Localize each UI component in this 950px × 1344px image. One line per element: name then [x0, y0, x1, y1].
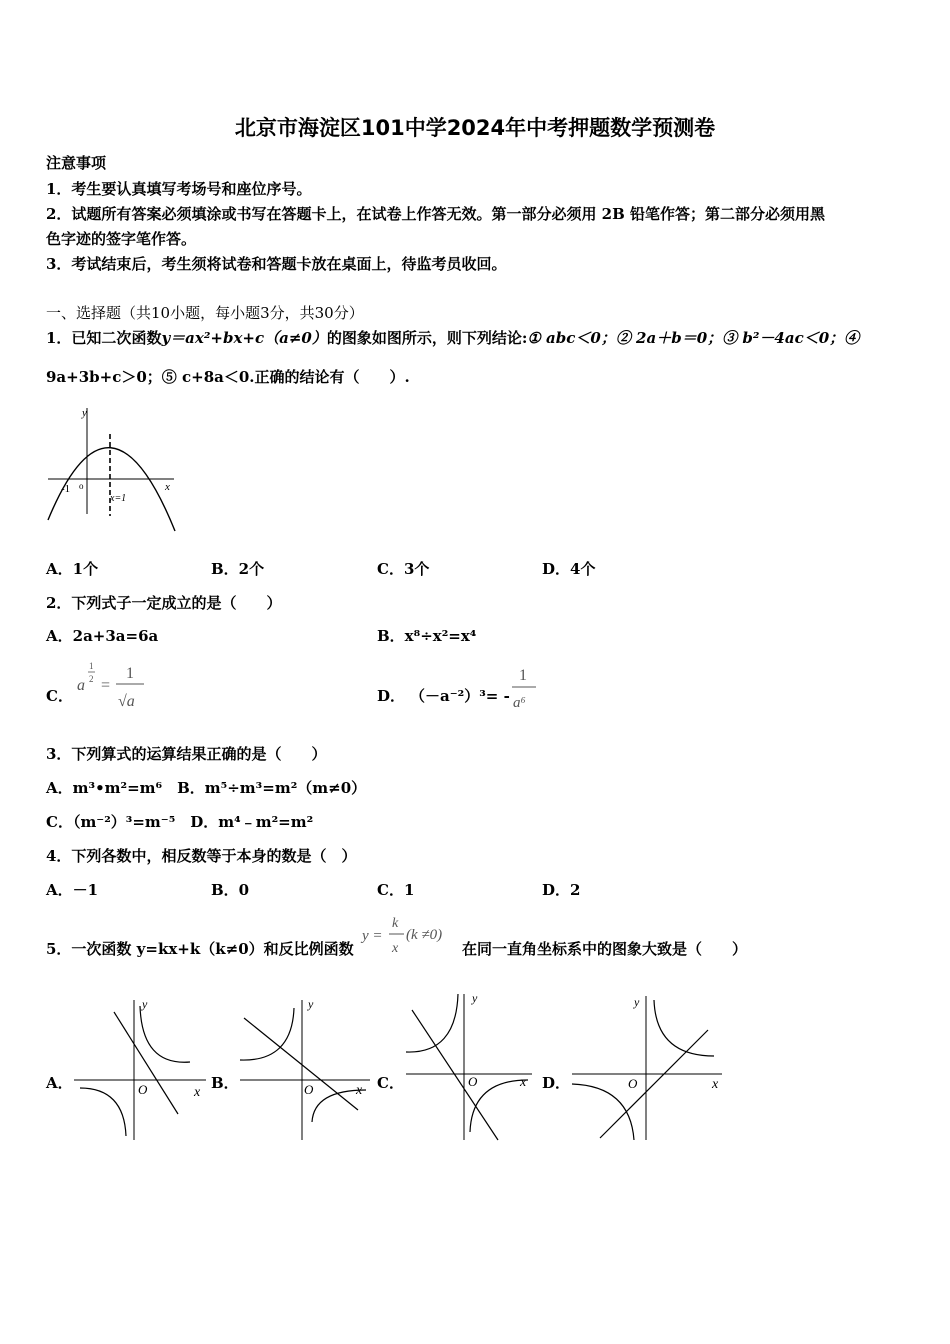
- q4-stem: 4．下列各数中，相反数等于本身的数是（ ）: [46, 847, 357, 865]
- page-title: 北京市海淀区101中学2024年中考押题数学预测卷: [234, 116, 716, 140]
- q5-option-c-graph[interactable]: [402, 990, 538, 1145]
- q1-conditions: ① abc＜0；② 2a＋b＝0；③ b²－4ac＜0；④: [527, 329, 860, 347]
- linear-line: [244, 1018, 358, 1110]
- origin-label: O: [468, 1074, 478, 1089]
- func-den: x: [392, 941, 399, 956]
- notice-heading: 注意事项: [46, 154, 107, 172]
- q4-option-c[interactable]: C．1: [377, 881, 415, 899]
- hyperbola-branch: [572, 1084, 634, 1140]
- q2-option-d-fraction: [508, 663, 544, 713]
- q1-parabola-graph: [44, 404, 184, 534]
- q2-option-b[interactable]: B．x⁸÷x²=x⁴: [377, 627, 477, 645]
- func-num: k: [392, 916, 399, 931]
- q2-option-a[interactable]: A．2a+3a=6a: [46, 627, 159, 645]
- hyperbola-branch: [654, 1000, 714, 1056]
- y-label: y: [634, 995, 640, 1009]
- q4-option-b[interactable]: B．0: [211, 881, 250, 899]
- origin-label: O: [628, 1076, 638, 1091]
- frac-den: √a: [118, 693, 135, 710]
- exp-den: 2: [89, 674, 94, 684]
- base-a: a: [77, 677, 85, 694]
- q5-option-d-label[interactable]: D．: [542, 1074, 571, 1092]
- q2-option-d-expr: （－a⁻²）³= -: [410, 687, 510, 705]
- y-label: y: [82, 407, 87, 419]
- q1-option-d[interactable]: D．4个: [542, 560, 596, 578]
- y-label: y: [142, 997, 148, 1011]
- q4-option-a[interactable]: A．－1: [46, 881, 99, 899]
- frac-den: a⁶: [513, 695, 526, 711]
- notice-item: 3．考试结束后，考生须将试卷和答题卡放在桌面上，待监考员收回。: [46, 255, 507, 273]
- q1-mid: 的图象如图所示，则下列结论:: [326, 329, 528, 347]
- x-label: x: [520, 1075, 527, 1090]
- q1-option-b[interactable]: B．2个: [211, 560, 265, 578]
- q5-option-a-label[interactable]: A．: [46, 1074, 73, 1092]
- func-cond: (k ≠0): [406, 927, 443, 943]
- q5-option-b-graph[interactable]: [232, 996, 376, 1146]
- hyperbola-branch: [80, 1088, 126, 1136]
- q5-stem-prefix: 5．一次函数 y=kx+k（k≠0）和反比例函数: [46, 940, 354, 958]
- equals-sign: =: [101, 677, 111, 694]
- q3-stem: 3．下列算式的运算结果正确的是（ ）: [46, 745, 327, 763]
- hyperbola-branch: [140, 1006, 190, 1062]
- linear-line: [412, 1010, 498, 1140]
- y-label: y: [308, 997, 314, 1011]
- linear-line: [600, 1030, 708, 1138]
- hyperbola-branch: [406, 994, 458, 1052]
- x-label: x: [712, 1077, 719, 1092]
- x-label: x: [165, 481, 170, 493]
- q5-inverse-function: [360, 910, 464, 960]
- notice-item: 2．试题所有答案必须填涂或书写在答题卡上，在试卷上作答无效。第一部分必须用 2B 铅笔作答；第二部分必须用黑: [46, 205, 826, 223]
- q1-function: y＝ax²+bx+c（a≠0）: [161, 329, 327, 347]
- frac-num: 1: [519, 667, 527, 684]
- q3-options-line1[interactable]: A．m³•m²=m⁶ B．m⁵÷m³=m²（m≠0）: [46, 779, 367, 797]
- notice-item: 色字迹的签字笔作答。: [46, 230, 197, 248]
- neg-one-label: -1: [61, 483, 71, 495]
- q3-options-line2[interactable]: C．（m⁻²）³=m⁻⁵ D．m⁴﹣m²=m²: [46, 813, 314, 831]
- q1-stem-line2: 9a+3b+c＞0；⑤ c+8a＜0.正确的结论有（ ）.: [46, 368, 410, 386]
- q5-option-a-graph[interactable]: [66, 996, 210, 1146]
- y-label: y: [472, 991, 478, 1005]
- q1-prefix: 1．已知二次函数: [46, 329, 162, 347]
- origin-label: O: [138, 1082, 148, 1097]
- q1-option-c[interactable]: C．3个: [377, 560, 430, 578]
- section-heading: 一、选择题（共10小题，每小题3分，共30分）: [46, 304, 364, 322]
- q5-option-b-label[interactable]: B．: [211, 1074, 239, 1092]
- linear-line: [114, 1012, 178, 1114]
- x-label: x: [194, 1085, 201, 1100]
- q2-stem: 2．下列式子一定成立的是（ ）: [46, 594, 282, 612]
- x-label: x: [356, 1083, 363, 1098]
- origin-label: o: [79, 481, 84, 491]
- origin-label: O: [304, 1082, 314, 1097]
- q4-option-d[interactable]: D．2: [542, 881, 581, 899]
- q5-option-c-label[interactable]: C．: [377, 1074, 404, 1092]
- q2-option-c-label[interactable]: C．: [46, 687, 73, 705]
- func-y: y =: [362, 928, 383, 944]
- q2-option-d-label[interactable]: D．: [377, 687, 406, 705]
- exp-num: 1: [89, 661, 94, 671]
- notice-item: 1．考生要认真填写考场号和座位序号。: [46, 180, 312, 198]
- q1-option-a[interactable]: A．1个: [46, 560, 99, 578]
- q2-option-c-formula: [74, 658, 154, 712]
- frac-num: 1: [126, 665, 134, 682]
- q5-stem-suffix: 在同一直角坐标系中的图象大致是（ ）: [462, 940, 748, 958]
- axis-label: x=1: [110, 493, 127, 504]
- q5-option-d-graph[interactable]: [568, 990, 726, 1145]
- q1-stem-line1: [46, 327, 859, 348]
